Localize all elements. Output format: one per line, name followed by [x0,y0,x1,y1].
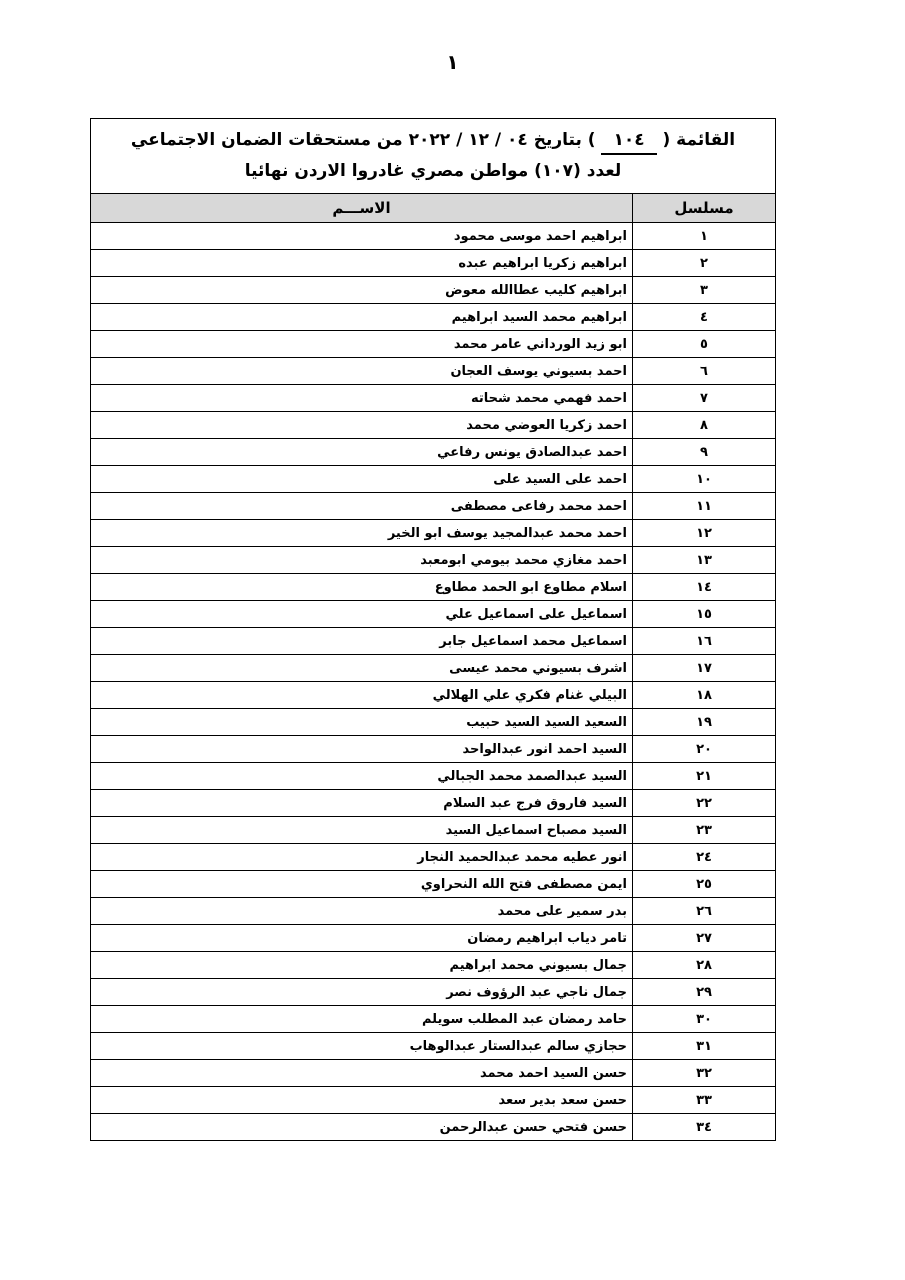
serial-cell: ٢٢ [633,790,776,817]
table-row [91,736,776,763]
name-cell: احمد عبدالصادق يونس رفاعي [91,439,633,466]
table-row [91,682,776,709]
serial-cell: ٤ [633,304,776,331]
list-header [90,118,776,194]
name-cell: البيلي غنام فكري علي الهلالي [91,682,633,709]
name-cell: جمال ناجي عبد الرؤوف نصر [91,979,633,1006]
serial-cell: ١٦ [633,628,776,655]
serial-cell: ٢٦ [633,898,776,925]
table-row [91,1033,776,1060]
serial-cell: ٦ [633,358,776,385]
serial-cell: ٩ [633,439,776,466]
serial-cell: ٢٩ [633,979,776,1006]
serial-column-header: مسلسل [633,194,776,223]
serial-cell: ٣١ [633,1033,776,1060]
table-row [91,1114,776,1141]
table-row [91,709,776,736]
name-cell: احمد محمد رفاعى مصطفى [91,493,633,520]
serial-cell: ١ [633,223,776,250]
name-cell: احمد محمد عبدالمجيد يوسف ابو الخير [91,520,633,547]
name-cell: اسماعيل محمد اسماعيل جابر [91,628,633,655]
name-cell: بدر سمير على محمد [91,898,633,925]
name-cell: احمد فهمي محمد شحاته [91,385,633,412]
name-cell: ايمن مصطفى فتح الله النحراوي [91,871,633,898]
table-row [91,655,776,682]
serial-cell: ١٤ [633,574,776,601]
name-cell: ابراهيم احمد موسى محمود [91,223,633,250]
page-number: ١ [446,50,459,74]
serial-cell: ٢٣ [633,817,776,844]
serial-cell: ٣٠ [633,1006,776,1033]
serial-cell: ٣٣ [633,1087,776,1114]
table-row [91,331,776,358]
name-cell: انور عطيه محمد عبدالحميد النجار [91,844,633,871]
table-row [91,358,776,385]
name-cell: احمد زكريا العوضي محمد [91,412,633,439]
header-line-1-suffix: ) بتاريخ ٠٤ / ١٢ / ٢٠٢٢ من مستحقات الضمان الاجتماعي [130,130,602,150]
serial-cell: ٢٤ [633,844,776,871]
serial-cell: ٢٨ [633,952,776,979]
name-cell: ابو زيد الورداني عامر محمد [91,331,633,358]
name-cell: احمد مغازي محمد بيومي ابومعبد [91,547,633,574]
table-row [91,1006,776,1033]
table-body [91,223,776,1141]
name-cell: جمال بسيوني محمد ابراهيم [91,952,633,979]
serial-cell: ٢ [633,250,776,277]
serial-cell: ٢٠ [633,736,776,763]
name-cell: السيد مصباح اسماعيل السيد [91,817,633,844]
table-row [91,439,776,466]
serial-cell: ١٣ [633,547,776,574]
table-row [91,493,776,520]
name-cell: اسلام مطاوع ابو الحمد مطاوع [91,574,633,601]
name-cell: حامد رمضان عبد المطلب سويلم [91,1006,633,1033]
serial-cell: ٨ [633,412,776,439]
table-row [91,223,776,250]
serial-cell: ٢٧ [633,925,776,952]
serial-cell: ٢١ [633,763,776,790]
table-row [91,574,776,601]
table-row [91,790,776,817]
table-row [91,898,776,925]
name-cell: احمد بسيوني يوسف العجان [91,358,633,385]
list-number: ١٠٤ [601,128,656,155]
name-cell: ابراهيم محمد السيد ابراهيم [91,304,633,331]
name-cell: ابراهيم زكريا ابراهيم عبده [91,250,633,277]
table-row [91,979,776,1006]
name-cell: حسن السيد احمد محمد [91,1060,633,1087]
serial-cell: ١٥ [633,601,776,628]
document-body [90,118,776,1141]
name-cell: حسن فتحي حسن عبدالرحمن [91,1114,633,1141]
serial-cell: ٣٤ [633,1114,776,1141]
serial-cell: ١٢ [633,520,776,547]
table-row [91,871,776,898]
header-line-1-prefix: القائمة ( [656,130,736,150]
serial-cell: ٣٢ [633,1060,776,1087]
table-row [91,763,776,790]
header-line-1 [101,125,765,156]
table-row [91,304,776,331]
name-cell: احمد على السيد على [91,466,633,493]
column-header-row [91,194,776,223]
serial-cell: ١٠ [633,466,776,493]
serial-cell: ٢٥ [633,871,776,898]
table-row [91,817,776,844]
table-row [91,1087,776,1114]
serial-cell: ٧ [633,385,776,412]
serial-cell: ١٧ [633,655,776,682]
table-row [91,925,776,952]
name-cell: السعيد السيد السيد حبيب [91,709,633,736]
table-row [91,466,776,493]
table-row [91,1060,776,1087]
name-cell: السيد احمد انور عبدالواحد [91,736,633,763]
table-row [91,520,776,547]
name-cell: اسماعيل على اسماعيل علي [91,601,633,628]
name-cell: اشرف بسيوني محمد عيسى [91,655,633,682]
table-row [91,628,776,655]
name-cell: حسن سعد بدير سعد [91,1087,633,1114]
table-row [91,385,776,412]
serial-cell: ٥ [633,331,776,358]
header-line-2: لعدد (١٠٧) مواطن مصري غادروا الاردن نهائيا [244,161,622,181]
table-row [91,412,776,439]
name-cell: السيد عبدالصمد محمد الجبالي [91,763,633,790]
table-row [91,547,776,574]
table-row [91,952,776,979]
table-row [91,277,776,304]
table-row [91,250,776,277]
names-table [90,193,776,1141]
name-column-header: الاســـم [91,194,633,223]
serial-cell: ٣ [633,277,776,304]
serial-cell: ١١ [633,493,776,520]
table-row [91,844,776,871]
table-row [91,601,776,628]
serial-cell: ١٩ [633,709,776,736]
name-cell: تامر دياب ابراهيم رمضان [91,925,633,952]
name-cell: حجازي سالم عبدالستار عبدالوهاب [91,1033,633,1060]
name-cell: ابراهيم كليب عطاالله معوض [91,277,633,304]
name-cell: السيد فاروق فرج عبد السلام [91,790,633,817]
serial-cell: ١٨ [633,682,776,709]
